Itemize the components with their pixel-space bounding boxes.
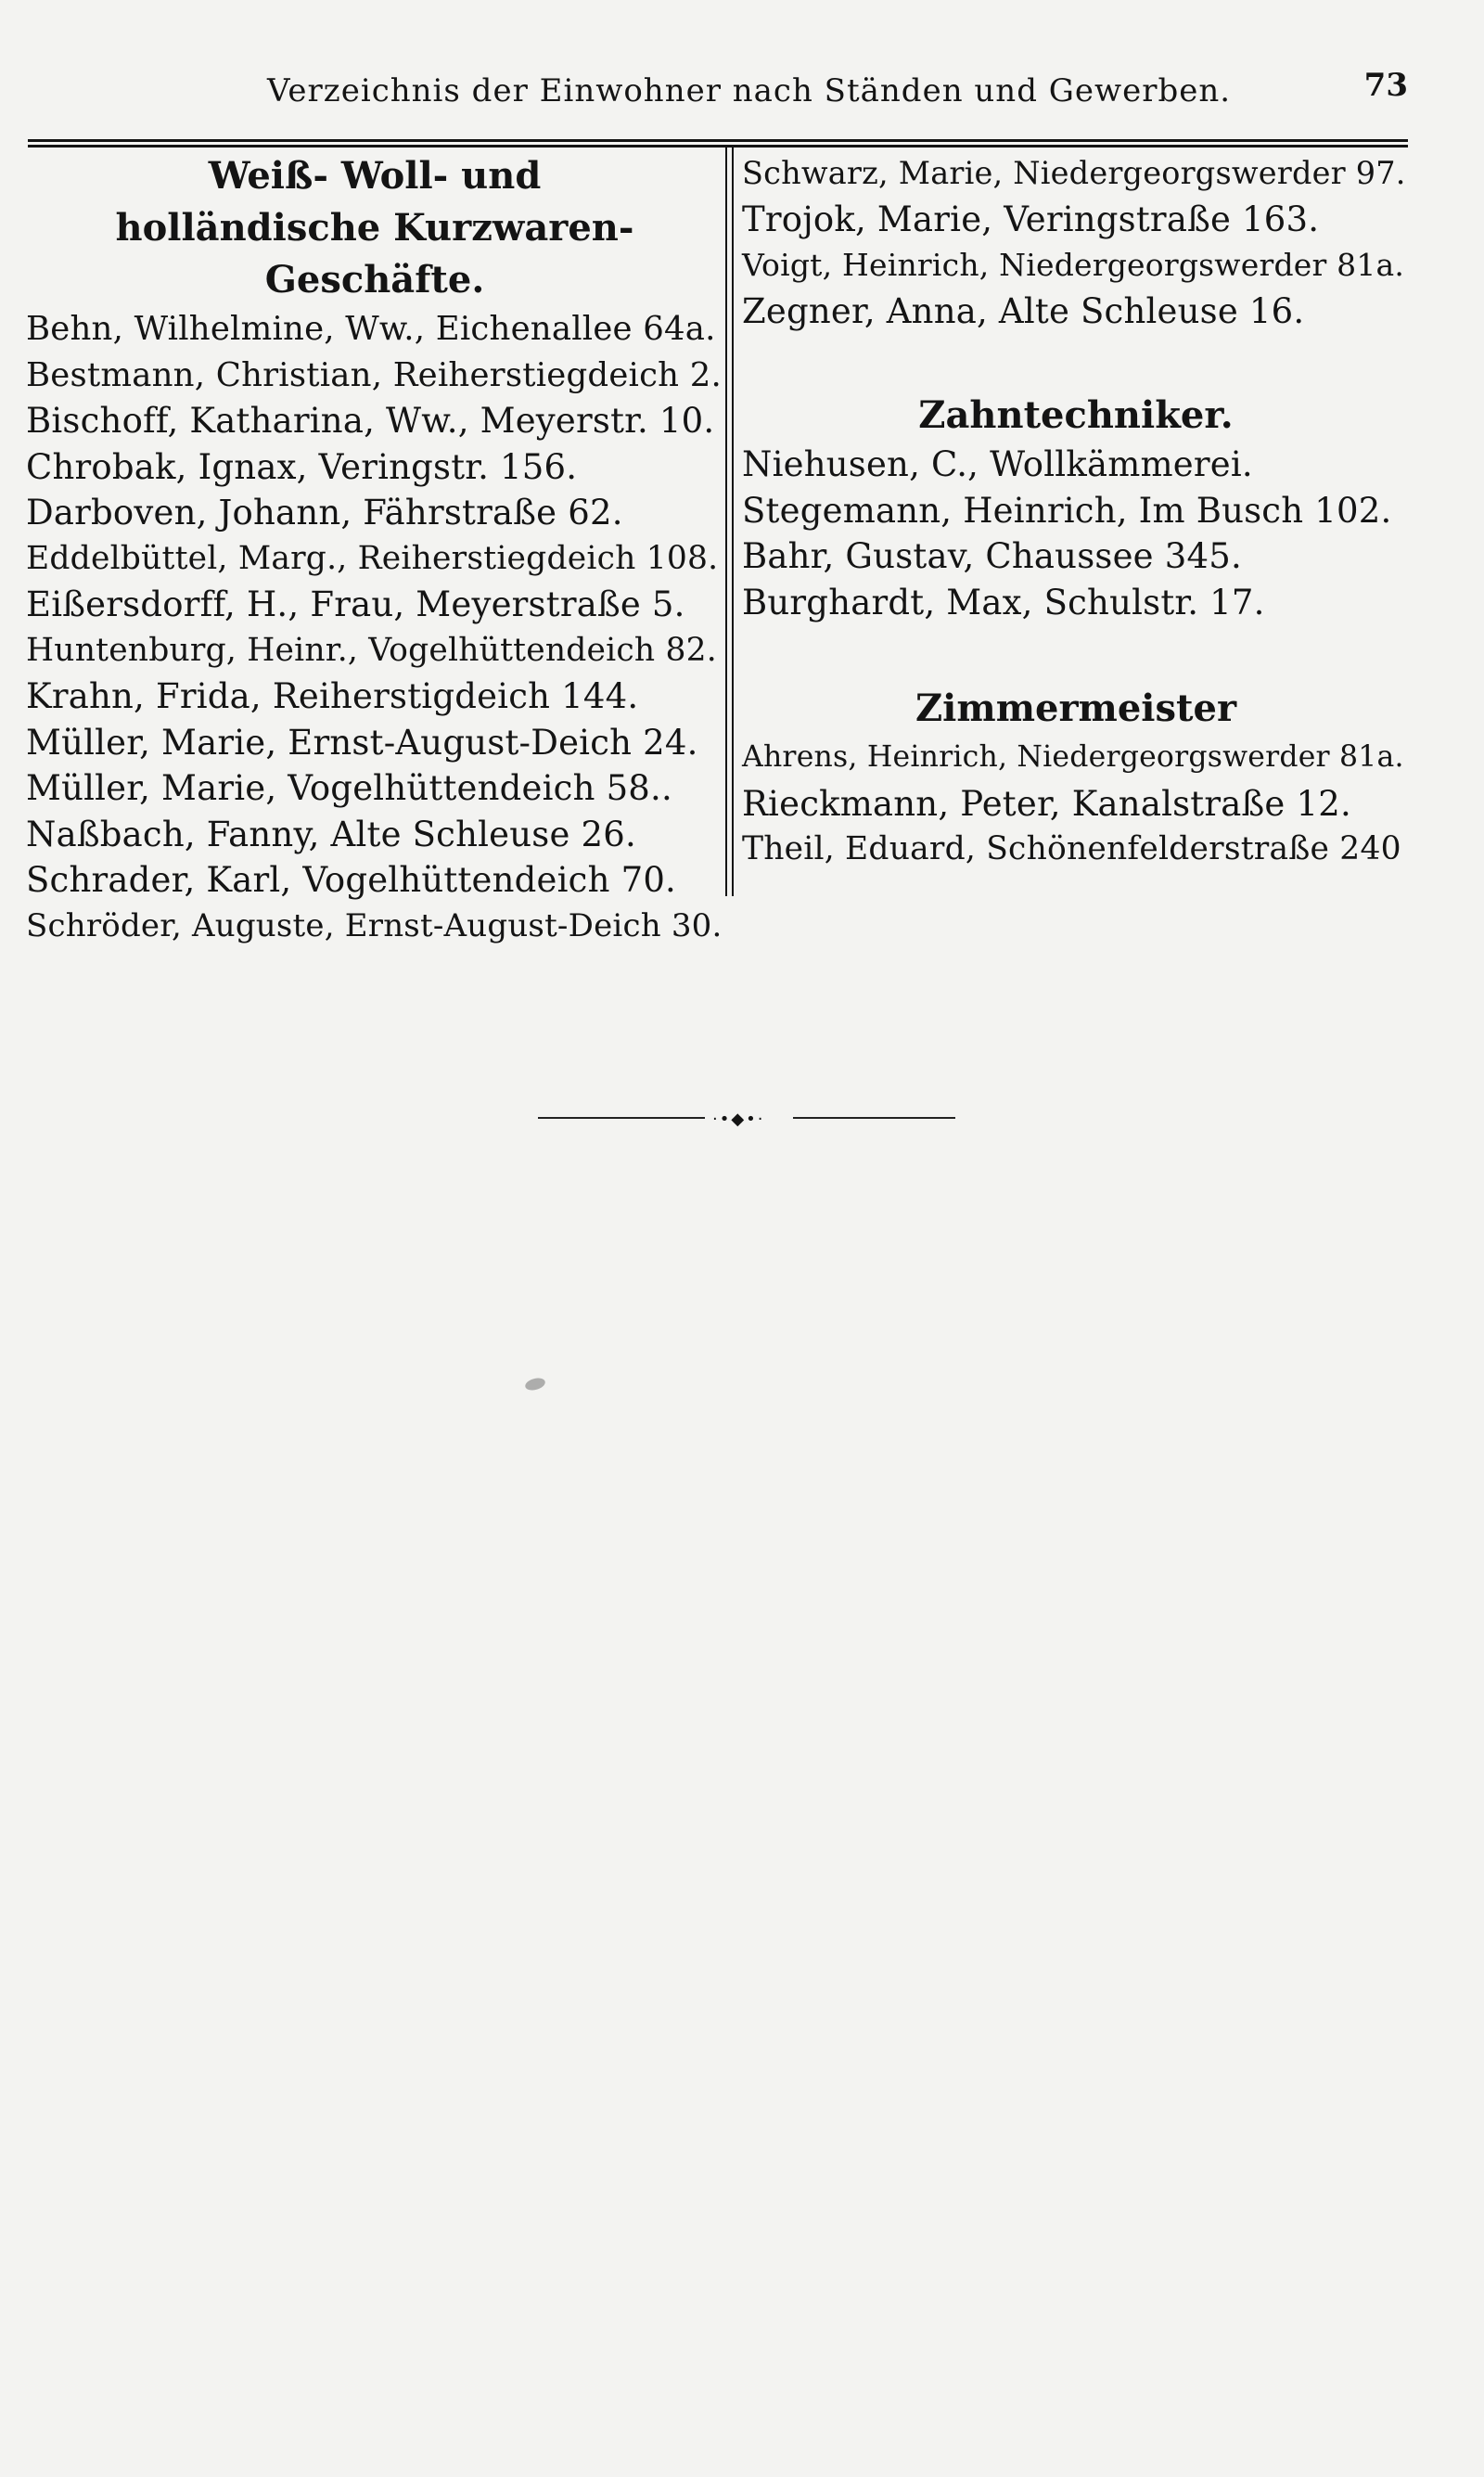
list-item: Huntenburg, Heinr., Vogelhüttendeich 82. [26,631,717,669]
carpenters-list [742,735,1410,873]
section-spacer [742,334,1410,390]
header-double-rule [28,139,1408,148]
list-item: Bischoff, Katharina, Ww., Meyerstr. 10. [26,401,715,441]
list-item: Naßbach, Fanny, Alte Schleuse 26. [26,814,636,854]
section-title-textiles-line2: holländische Kurzwaren-Geschäfte. [115,206,634,302]
section-title-dental-technicians: Zahntechniker. [918,393,1234,437]
section-spacer [742,625,1410,683]
list-item: Bahr, Gustav, Chaussee 345. [742,536,1242,576]
list-item: Rieckmann, Peter, Kanalstraße 12. [742,783,1351,824]
list-item: Behn, Wilhelmine, Ww., Eichenallee 64a. [26,310,716,348]
closing-ornament [538,1109,955,1127]
list-item: Darboven, Johann, Fährstraße 62. [26,493,623,533]
section-title-carpenters: Zimmermeister [915,687,1237,730]
list-item: Theil, Eduard, Schönenfelderstraße 240 [742,830,1401,867]
section-title-textiles-line1: Weiß- Woll- und [208,154,542,198]
running-head [26,67,1408,126]
list-item: Bestmann, Christian, Reiherstiegdeich 2. [26,355,722,394]
list-item: Krahn, Frida, Reiherstigdeich 144. [26,676,639,716]
list-item: Schwarz, Marie, Niedergeorgswerder 97. [742,155,1406,191]
right-column [742,150,1410,873]
ink-smudge [524,1376,546,1392]
continued-list [742,150,1410,334]
list-item: Schröder, Auguste, Ernst-August-Deich 30. [26,906,723,944]
list-item: Trojok, Marie, Veringstraße 163. [742,199,1320,239]
list-item: Zegner, Anna, Alte Schleuse 16. [742,290,1305,331]
list-item: Chrobak, Ignax, Veringstr. 156. [26,446,578,487]
list-item: Voigt, Heinrich, Niedergeorgswerder 81a. [742,247,1405,283]
list-item: Ahrens, Heinrich, Niedergeorgswerder 81a. [742,740,1404,774]
list-item: Müller, Marie, Ernst-August-Deich 24. [26,722,698,763]
dental-technicians-list [742,442,1410,625]
list-item: Burghardt, Max, Schulstr. 17. [742,582,1265,622]
left-column [26,150,723,949]
column-divider [725,145,734,896]
list-item: Niehusen, C., Wollkämmerei. [742,444,1253,484]
textiles-list [26,306,723,949]
list-item: Eißersdorff, H., Frau, Meyerstraße 5. [26,584,685,624]
list-item: Eddelbüttel, Marg., Reiherstiegdeich 108. [26,539,719,577]
ornament-line-right [793,1117,955,1119]
list-item: Stegemann, Heinrich, Im Busch 102. [742,490,1392,531]
ornament-glyphs: ·•◆•· [712,1110,765,1129]
page-number: 73 [1363,67,1408,104]
list-item: Schrader, Karl, Vogelhüttendeich 70. [26,860,677,900]
running-title: Verzeichnis der Einwohner nach Ständen und Gewerben. [267,72,1232,109]
ornament-line-left [538,1117,705,1119]
list-item: Müller, Marie, Vogelhüttendeich 58.. [26,768,672,808]
